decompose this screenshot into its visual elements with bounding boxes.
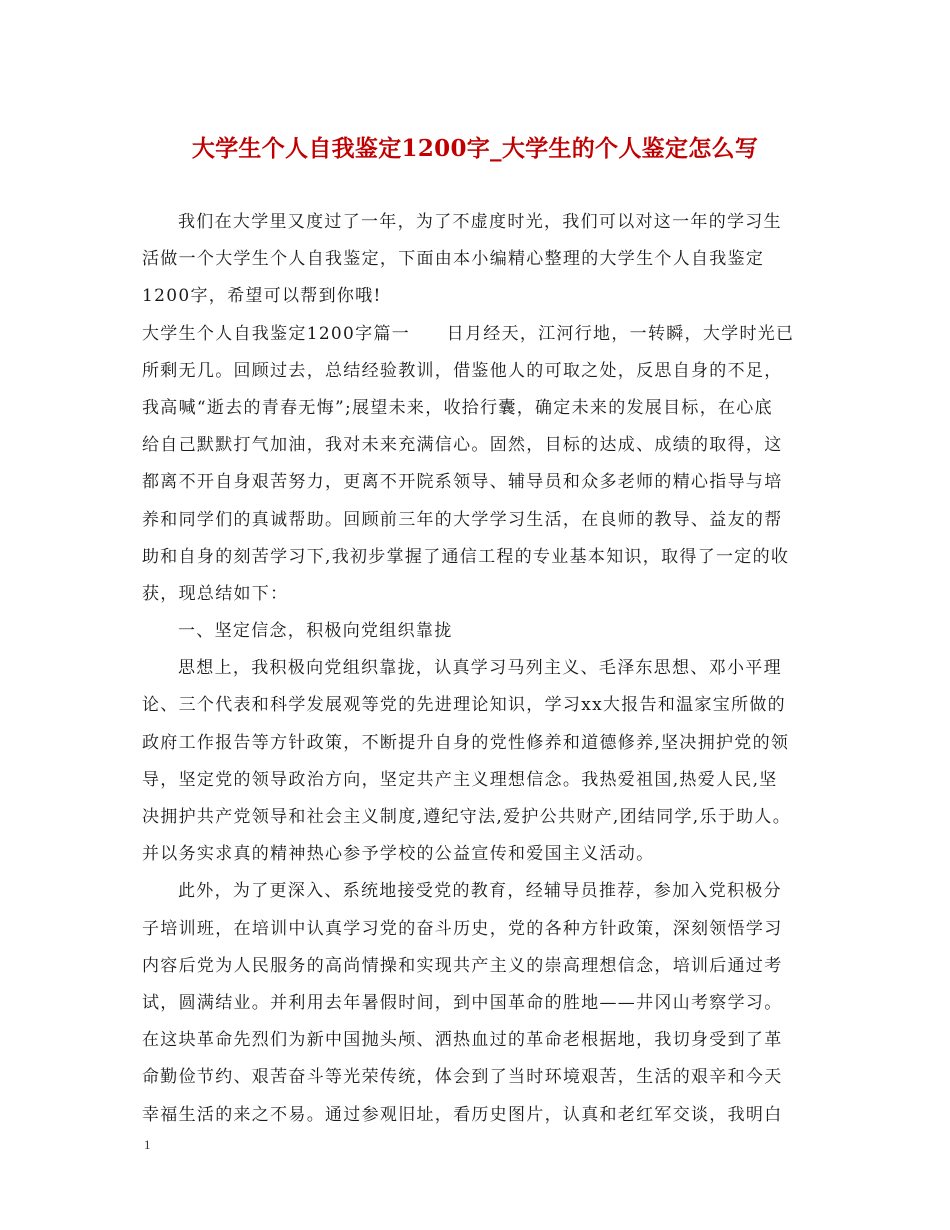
body-line: 决拥护共产党领导和社会主义制度,遵纪守法,爱护公共财产,团结同学,乐于助人。 <box>142 807 792 827</box>
body-line: 子培训班，在培训中认真学习党的奋斗历史，党的各种方针政策，深刻领悟学习 <box>142 918 783 939</box>
body-line: 助和自身的刻苦学习下,我初步掌握了通信工程的专业基本知识，取得了一定的收 <box>142 546 790 567</box>
body-line: 所剩无几。回顾过去，总结经验教训，借鉴他人的可取之处，反思自身的不足， <box>142 360 783 381</box>
document-body <box>142 204 812 1134</box>
body-line: 养和同学们的真诚帮助。回顾前三年的大学学习生活，在良师的教导、益友的帮 <box>142 509 783 530</box>
body-line: 政府工作报告等方针政策，不断提升自身的党性修养和道德修养,坚决拥护党的领 <box>142 732 790 753</box>
document-title: 大学生个人自我鉴定1200字_大学生的个人鉴定怎么写 <box>191 135 759 162</box>
body-line: 导，坚定党的领导政治方向，坚定共产主义理想信念。我热爱祖国,热爱人民,坚 <box>142 769 778 790</box>
body-line: 获，现总结如下： <box>142 583 289 604</box>
body-line: 幸福生活的来之不易。通过参观旧址，看历史图片，认真和老红军交谈，我明白 <box>142 1104 783 1125</box>
body-line: 都离不开自身艰苦努力，更离不开院系领导、辅导员和众多老师的精心指导与培 <box>142 472 783 493</box>
body-line: 试，圆满结业。并利用去年暑假时间，到中国革命的胜地——井冈山考察学习。 <box>142 992 783 1013</box>
body-line: 大学生个人自我鉴定1200字篇一 日月经天，江河行地，一转瞬，大学时光已 <box>142 323 795 344</box>
section-heading: 一、坚定信念，积极向党组织靠拢 <box>178 621 453 642</box>
body-line: 内容后党为人民服务的高尚情操和实现共产主义的崇高理想信念，培训后通过考 <box>142 955 783 976</box>
body-line: 我高喊“逝去的青春无悔”;展望未来，收拾行囊，确定未来的发展目标，在心底 <box>142 397 773 418</box>
body-line: 我们在大学里又度过了一年，为了不虚度时光，我们可以对这一年的学习生 <box>178 212 782 232</box>
page-number: 1 <box>144 1137 151 1152</box>
body-line: 1200字，希望可以帮到你哦! <box>142 286 382 307</box>
body-line: 此外，为了更深入、系统地接受党的教育，经辅导员推荐，参加入党积极分 <box>178 881 782 902</box>
body-line: 活做一个大学生个人自我鉴定，下面由本小编精心整理的大学生个人自我鉴定 <box>142 249 765 270</box>
body-line: 论、三个代表和科学发展观等党的先进理论知识，学习xx大报告和温家宝所做的 <box>142 695 786 716</box>
body-line: 在这块革命先烈们为新中国抛头颅、洒热血过的革命老根据地，我切身受到了革 <box>142 1030 783 1051</box>
body-line: 给自己默默打气加油，我对未来充满信心。固然，目标的达成、成绩的取得，这 <box>142 435 783 456</box>
body-line: 命勤俭节约、艰苦奋斗等光荣传统，体会到了当时环境艰苦，生活的艰辛和今天 <box>142 1067 783 1088</box>
body-line: 并以务实求真的精神热心参予学校的公益宣传和爱国主义活动。 <box>142 844 655 865</box>
body-line: 思想上，我积极向党组织靠拢，认真学习马列主义、毛泽东思想、邓小平理 <box>178 658 782 679</box>
